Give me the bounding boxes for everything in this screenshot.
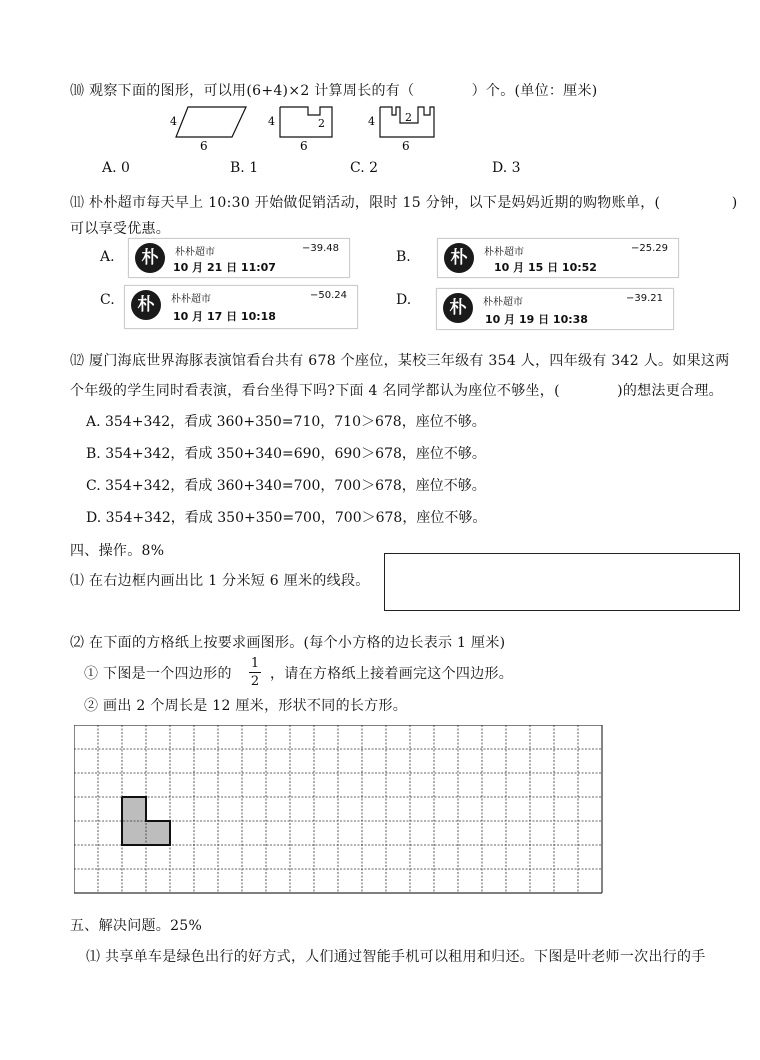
- section4-sub1-post: ，请在方格纸上接着画完这个四边形。: [270, 666, 514, 682]
- svg-text:2: 2: [405, 111, 412, 124]
- receipt-b: [437, 238, 679, 278]
- svg-text:4: 4: [268, 115, 275, 128]
- q11-option-c-letter: C.: [100, 292, 115, 308]
- q12-line2: 个年级的学生同时看表演，看台坐得下吗?下面 4 名同学都认为座位不够坐，( )的想法更合理。: [70, 383, 723, 399]
- q12-option-c: C. 354+342，看成 360+340=700，700＞678，座位不够。: [86, 478, 486, 494]
- receipt-amount: −39.48: [301, 243, 339, 254]
- q10-figure-notched-rect: [268, 103, 348, 155]
- svg-text:6: 6: [402, 139, 410, 153]
- q10-option-c: C. 2: [350, 160, 379, 176]
- section4-sub2: ② 画出 2 个周长是 12 厘米，形状不同的长方形。: [84, 698, 408, 714]
- receipt-shop: 朴朴超市: [175, 247, 215, 258]
- q10-figure-double-notch: [368, 103, 448, 155]
- drawing-answer-box[interactable]: [384, 553, 740, 611]
- bottom-label: 6: [200, 139, 208, 153]
- q10-option-a: A. 0: [102, 160, 130, 176]
- q12-option-b: B. 354+342，看成 350+340=690，690＞678，座位不够。: [86, 446, 486, 462]
- receipt-time: 10 月 15 日 10:52: [494, 261, 597, 274]
- q12-line1: ⑿ 厦门海底世界海豚表演馆看台共有 678 个座位，某校三年级有 354 人，四年级有 342 人。如果这两: [70, 353, 730, 369]
- grid-paper[interactable]: [74, 725, 606, 901]
- q10-figure-parallelogram: [170, 103, 250, 155]
- q10-text: ⑽ 观察下面的图形，可以用(6+4)×2 计算周长的有（ ）个。(单位：厘米): [70, 83, 598, 99]
- receipt-time: 10 月 21 日 11:07: [173, 261, 276, 274]
- pupu-logo-icon: 朴: [131, 290, 161, 320]
- section5-title: 五、解决问题。25%: [70, 918, 203, 934]
- q11-line1: ⑾ 朴朴超市每天早上 10:30 开始做促销活动，限时 15 分钟，以下是妈妈近期的购物账单，( ): [70, 195, 738, 211]
- section5-item1: ⑴ 共享单车是绿色出行的好方式，人们通过智能手机可以租用和归还。下图是叶老师一次出行的手: [86, 949, 706, 965]
- fraction-denominator: 2: [250, 674, 260, 689]
- fraction-numerator: 1: [250, 656, 260, 671]
- receipt-shop: 朴朴超市: [483, 297, 523, 308]
- shaded-cell: [122, 797, 146, 821]
- pupu-logo-icon: 朴: [135, 243, 165, 273]
- svg-text:4: 4: [368, 115, 375, 128]
- section4-sub1-pre: ① 下图是一个四边形的: [84, 666, 232, 682]
- receipt-amount: −50.24: [309, 290, 347, 301]
- shaded-cell: [122, 821, 146, 845]
- section4-item1: ⑴ 在右边框内画出比 1 分米短 6 厘米的线段。: [70, 573, 370, 589]
- q10-option-b: B. 1: [230, 160, 259, 176]
- section4-item2: ⑵ 在下面的方格纸上按要求画图形。(每个小方格的边长表示 1 厘米): [70, 635, 506, 651]
- q12-option-a: A. 354+342，看成 360+350=710，710＞678，座位不够。: [86, 414, 486, 430]
- svg-text:2: 2: [318, 117, 325, 130]
- q12-option-d: D. 354+342，看成 350+350=700，700＞678，座位不够。: [86, 510, 487, 526]
- shaded-cell: [146, 821, 170, 845]
- svg-text:6: 6: [300, 139, 308, 153]
- receipt-c: [124, 285, 358, 329]
- receipt-shop: 朴朴超市: [484, 247, 524, 258]
- q11-option-a-letter: A.: [100, 249, 115, 265]
- receipt-time: 10 月 19 日 10:38: [485, 313, 588, 326]
- receipt-amount: −39.21: [625, 293, 663, 304]
- receipt-shop: 朴朴超市: [171, 294, 211, 305]
- receipt-a: [128, 238, 350, 278]
- fraction-one-half: [248, 656, 262, 689]
- receipt-time: 10 月 17 日 10:18: [173, 310, 276, 323]
- q11-option-d-letter: D.: [396, 292, 412, 308]
- q11-line2: 可以享受优惠。: [70, 221, 171, 237]
- q10-option-d: D. 3: [492, 160, 521, 176]
- q11-option-b-letter: B.: [396, 249, 411, 265]
- side-label: 4: [170, 115, 177, 128]
- pupu-logo-icon: 朴: [444, 243, 474, 273]
- receipt-d: [436, 288, 674, 330]
- pupu-logo-icon: 朴: [443, 293, 473, 323]
- grid-svg[interactable]: [74, 725, 606, 897]
- section4-title: 四、操作。8%: [70, 543, 165, 559]
- receipt-amount: −25.29: [630, 243, 668, 254]
